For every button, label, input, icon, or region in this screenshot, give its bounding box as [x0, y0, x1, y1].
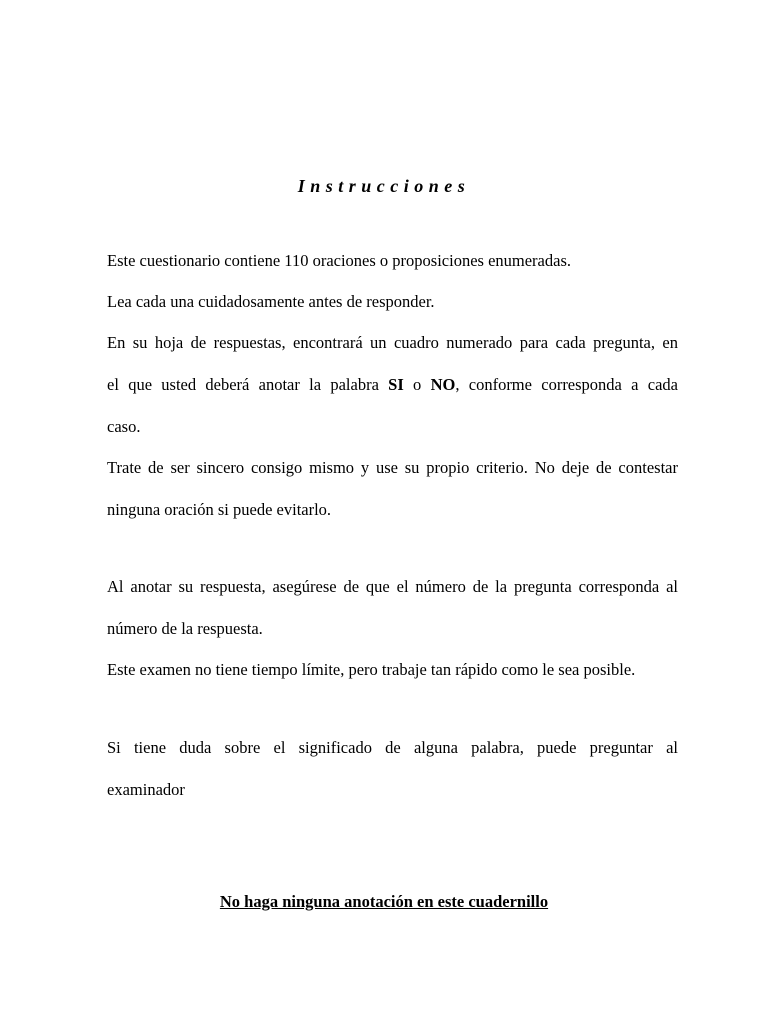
- instruction-line-5: caso.: [107, 417, 141, 436]
- instruction-line-10: Este examen no tiene tiempo límite, pero trabaje tan rápido como le sea posible.: [107, 660, 636, 679]
- instruction-line-3: En su hoja de respuestas, encontrará un cuadro numerado para cada pregunta, en: [107, 333, 678, 352]
- instruction-line-11: Si tiene duda sobre el significado de alguna palabra, puede preguntar al: [107, 738, 678, 757]
- instruction-line-6: Trate de ser sincero consigo mismo y use su propio criterio. No deje de contestar: [107, 458, 678, 477]
- instruction-line-1: Este cuestionario contiene 110 oraciones o proposiciones enumeradas.: [107, 251, 571, 270]
- instruction-line-7: ninguna oración si puede evitarlo.: [107, 500, 332, 519]
- instruction-line-2: Lea cada una cuidadosamente antes de responder.: [107, 292, 435, 311]
- instruction-line-8: Al anotar su respuesta, asegúrese de que el número de la pregunta corresponda al: [107, 577, 678, 596]
- instruction-line-12: examinador: [107, 780, 185, 799]
- instruction-line-4-part-b: o: [403, 375, 431, 394]
- page-title: Instrucciones: [297, 176, 471, 196]
- footer-warning: No haga ninguna anotación en este cuadernillo: [219, 892, 549, 911]
- instruction-line-9: número de la respuesta.: [107, 619, 263, 638]
- instruction-line-4-part-a: el que usted deberá anotar la palabra: [107, 375, 389, 394]
- instruction-line-4-part-c: , conforme corresponda a cada: [455, 375, 678, 394]
- answer-word-no: NO: [430, 375, 456, 394]
- answer-word-si: SI: [388, 375, 404, 394]
- instruction-line-4: [107, 364, 678, 406]
